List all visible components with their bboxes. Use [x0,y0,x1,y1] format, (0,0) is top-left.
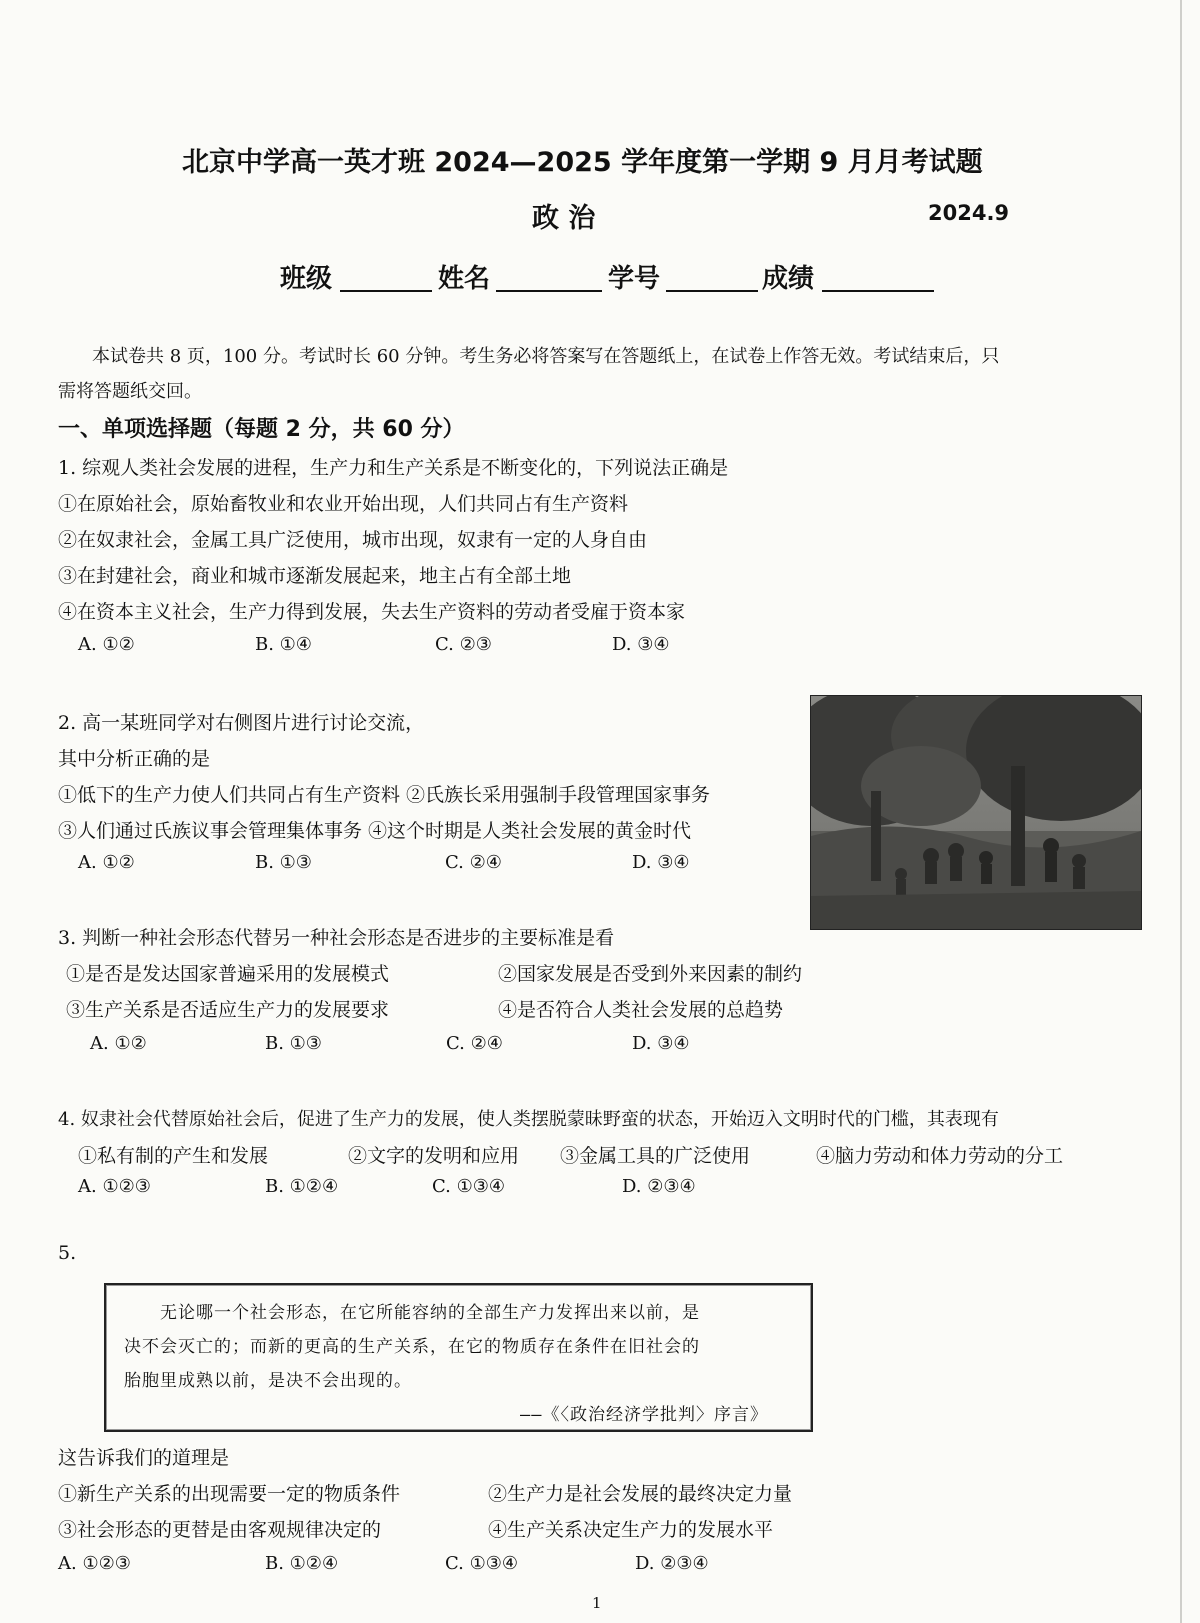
q5-quote-line-3: 胎胞里成熟以前，是决不会出现的。 [124,1371,412,1391]
q5-option-b[interactable]: B. ①②④ [265,1553,339,1574]
q1-option-a[interactable]: A. ①② [78,634,135,655]
q1-item-4: ④在资本主义社会，生产力得到发展，失去生产资料的劳动者受雇于资本家 [58,601,686,623]
q3-item-2: ②国家发展是否受到外来因素的制约 [498,963,803,985]
score-label: 成绩 [762,264,815,294]
q4-option-a[interactable]: A. ①②③ [78,1176,151,1197]
q5-item-2: ②生产力是社会发展的最终决定力量 [488,1483,793,1505]
score-blank[interactable] [822,290,934,292]
q5-option-c[interactable]: C. ①③④ [445,1553,518,1574]
q4-item-1: ①私有制的产生和发展 [78,1145,269,1167]
scan-edge-line [1180,0,1182,1623]
q1-option-c[interactable]: C. ②③ [435,634,492,655]
q3-option-a[interactable]: A. ①② [90,1033,147,1054]
q5-quote-source: ——《〈政治经济学批判〉序言》 [520,1405,768,1425]
q3-option-d[interactable]: D. ③④ [632,1033,690,1054]
q3-option-b[interactable]: B. ①③ [265,1033,322,1054]
q5-item-1: ①新生产关系的出现需要一定的物质条件 [58,1483,401,1505]
q2-items-line-2: ③人们通过氏族议事会管理集体事务 ④这个时期是人类社会发展的黄金时代 [58,820,692,842]
q3-option-c[interactable]: C. ②④ [446,1033,503,1054]
q4-option-d[interactable]: D. ②③④ [622,1176,696,1197]
q5-number: 5. [58,1242,77,1264]
exam-date: 2024.9 [928,201,1010,225]
q2-option-b[interactable]: B. ①③ [255,852,312,873]
q3-stem: 3. 判断一种社会形态代替另一种社会形态是否进步的主要标准是看 [58,927,615,949]
q1-item-2: ②在奴隶社会，金属工具广泛使用，城市出现，奴隶有一定的人身自由 [58,529,648,551]
q4-stem: 4. 奴隶社会代替原始社会后，促进了生产力的发展，使人类摆脱蒙昧野蛮的状态，开始迈入文明时代的门槛，其表现有 [58,1109,999,1130]
q5-quote-line-2: 决不会灭亡的；而新的更高的生产关系，在它的物质存在条件在旧社会的 [124,1337,700,1357]
q5-quote-line-1: 无论哪一个社会形态，在它所能容纳的全部生产力发挥出来以前，是 [160,1303,700,1323]
primitive-society-illustration [810,695,1142,930]
exam-title: 北京中学高一英才班 2024—2025 学年度第一学期 9 月月考试题 [182,147,983,178]
q1-option-b[interactable]: B. ①④ [255,634,312,655]
page-number: 1 [592,1594,602,1612]
q4-option-c[interactable]: C. ①③④ [432,1176,505,1197]
q3-item-3: ③生产关系是否适应生产力的发展要求 [66,999,390,1021]
q1-option-d[interactable]: D. ③④ [612,634,670,655]
q1-item-1: ①在原始社会，原始畜牧业和农业开始出现，人们共同占有生产资料 [58,493,629,515]
q2-option-c[interactable]: C. ②④ [445,852,502,873]
q5-option-a[interactable]: A. ①②③ [58,1553,131,1574]
q4-option-b[interactable]: B. ①②④ [265,1176,339,1197]
name-label: 姓名 [438,264,491,294]
subject-title: 政 治 [532,203,596,234]
q2-items-line-1: ①低下的生产力使人们共同占有生产资料 ②氏族长采用强制手段管理国家事务 [58,784,711,806]
q4-item-3: ③金属工具的广泛使用 [560,1145,751,1167]
number-label: 学号 [608,264,661,294]
q2-option-a[interactable]: A. ①② [78,852,135,873]
q4-item-2: ②文字的发明和应用 [348,1145,520,1167]
q2-option-d[interactable]: D. ③④ [632,852,690,873]
q3-item-1: ①是否是发达国家普遍采用的发展模式 [66,963,390,985]
q4-item-4: ④脑力劳动和体力劳动的分工 [816,1145,1064,1167]
q5-stem: 这告诉我们的道理是 [58,1447,230,1469]
class-blank[interactable] [340,290,432,292]
name-blank[interactable] [496,290,602,292]
q3-item-4: ④是否符合人类社会发展的总趋势 [498,999,784,1021]
class-label: 班级 [280,264,333,294]
instructions-line-1: 本试卷共 8 页，100 分。考试时长 60 分钟。考生务必将答案写在答题纸上，在试卷上作答无效。考试结束后，只 [92,346,1000,367]
q1-stem: 1. 综观人类社会发展的进程，生产力和生产关系是不断变化的，下列说法正确是 [58,457,729,479]
section-heading: 一、单项选择题（每题 2 分，共 60 分） [58,417,465,442]
q1-item-3: ③在封建社会，商业和城市逐渐发展起来，地主占有全部土地 [58,565,572,587]
q5-item-4: ④生产关系决定生产力的发展水平 [488,1519,774,1541]
q2-stem-2: 其中分析正确的是 [58,748,211,770]
number-blank[interactable] [666,290,758,292]
q2-stem: 2. 高一某班同学对右侧图片进行讨论交流， [58,712,425,734]
q5-option-d[interactable]: D. ②③④ [635,1553,709,1574]
q5-item-3: ③社会形态的更替是由客观规律决定的 [58,1519,382,1541]
instructions-line-2: 需将答题纸交回。 [58,381,202,402]
